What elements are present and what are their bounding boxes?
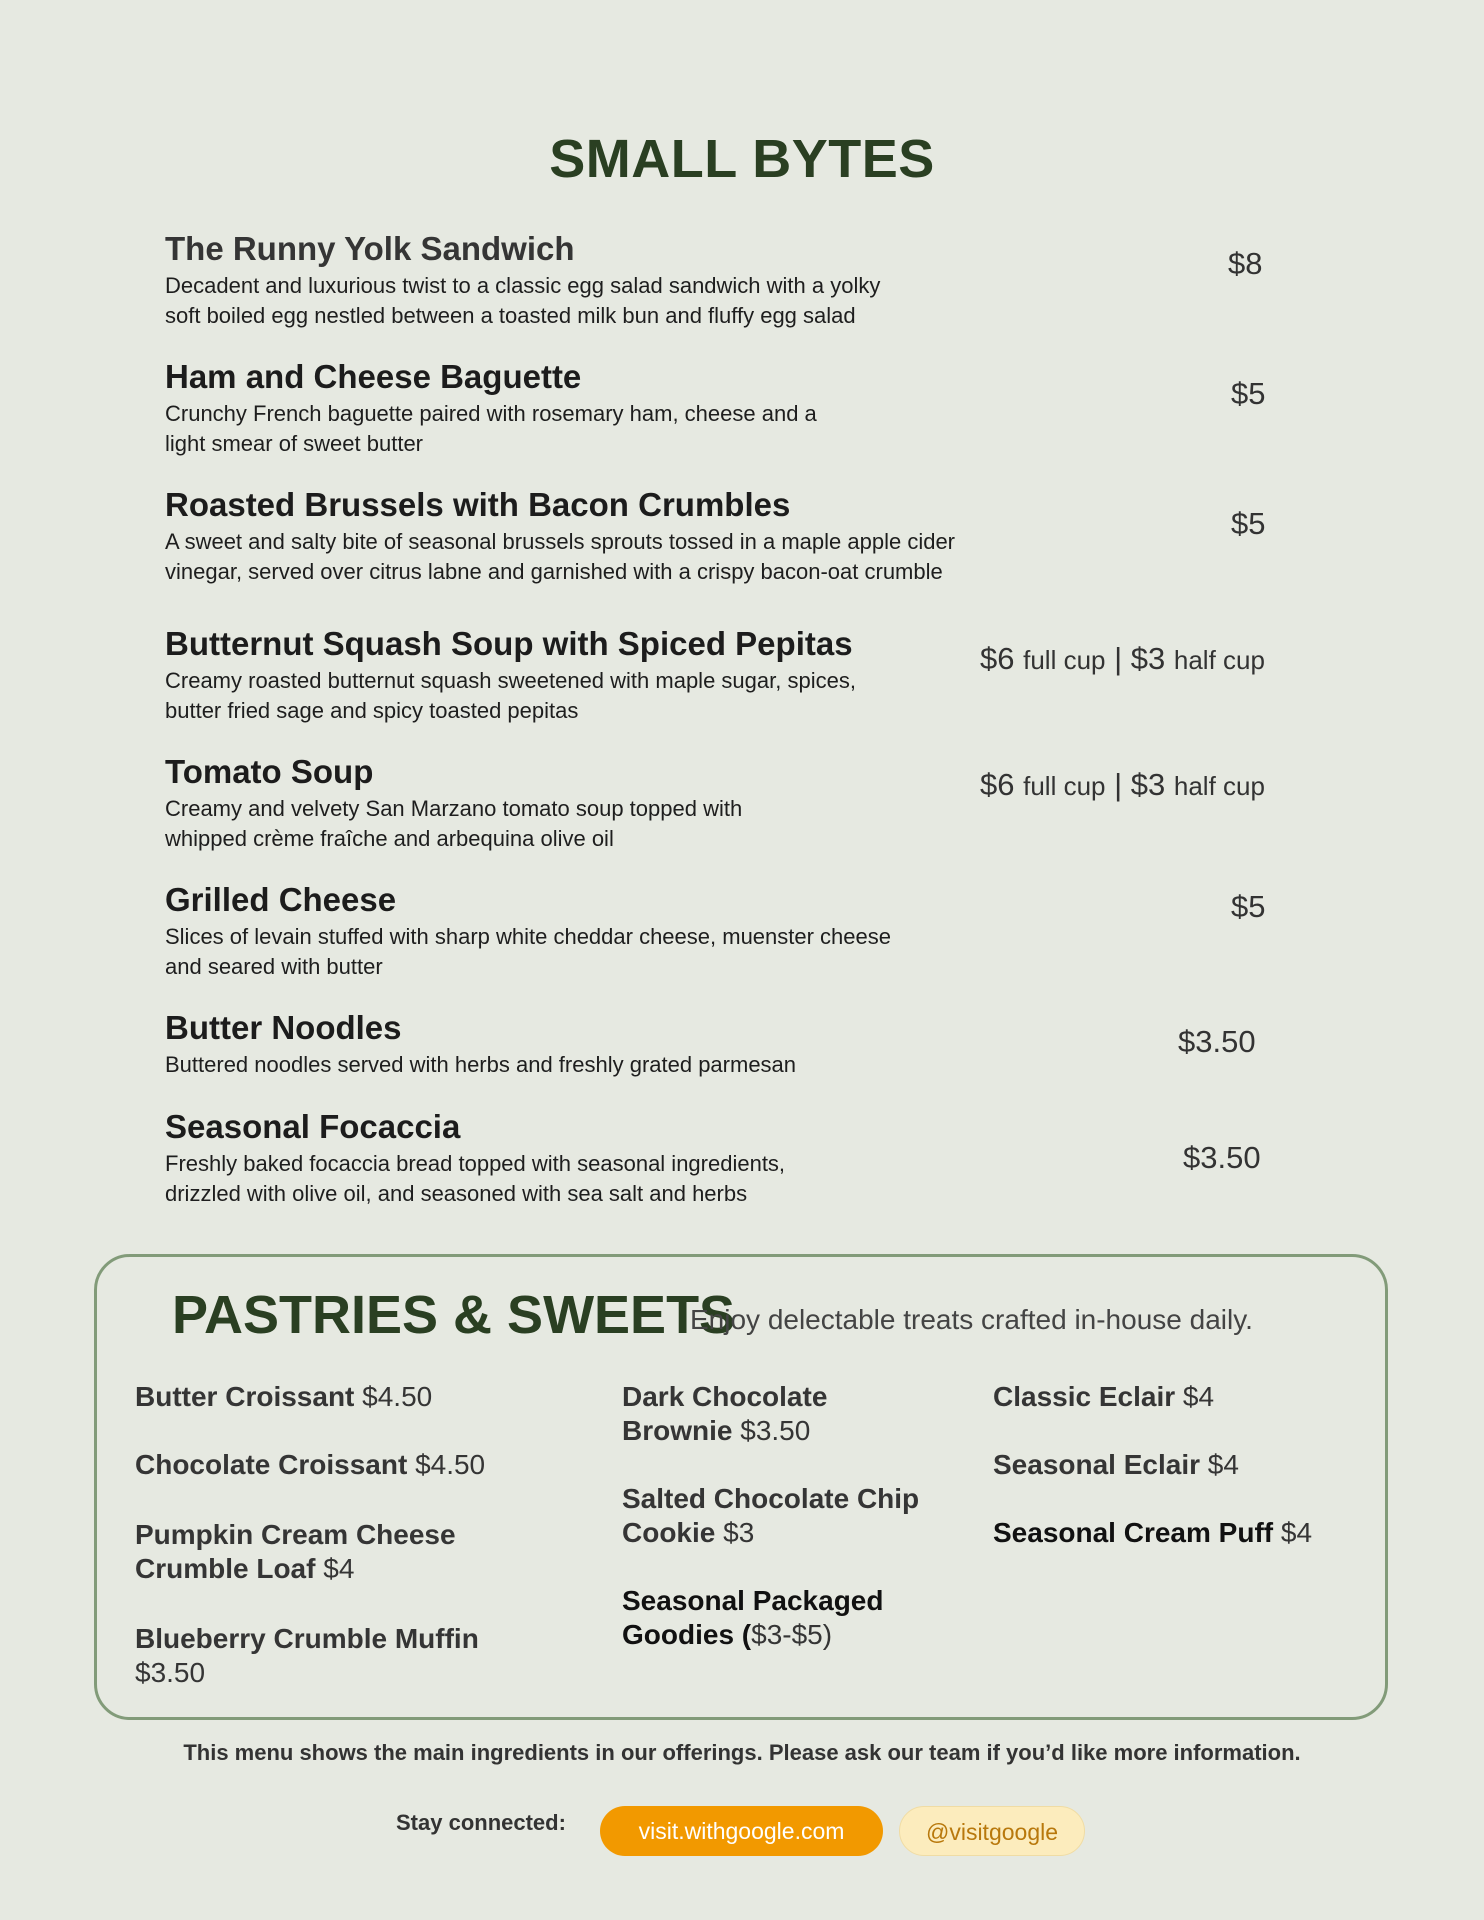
pastry-name: Chocolate Croissant xyxy=(135,1449,408,1480)
pastry-item xyxy=(135,1518,575,1586)
item-name: Tomato Soup xyxy=(165,753,374,790)
pastry-price: $3-$5) xyxy=(751,1619,833,1650)
pastry-name: Seasonal Eclair xyxy=(993,1449,1208,1480)
full-cup-price: $6 xyxy=(980,767,1015,802)
pastry-price: $4 xyxy=(323,1553,355,1584)
half-cup-price: $3 xyxy=(1130,767,1166,802)
pastry-price: $4 xyxy=(1207,1449,1239,1480)
pastry-name: Classic Eclair xyxy=(993,1381,1176,1412)
pastry-price: $3 xyxy=(723,1517,755,1548)
item-price: $3.50 xyxy=(1183,1140,1261,1175)
pastry-name: Dark Chocolate Brownie xyxy=(622,1381,828,1446)
pastry-price: $4.50 xyxy=(415,1449,486,1480)
pastry-price: $4 xyxy=(1280,1517,1313,1548)
item-description: A sweet and salty bite of seasonal brussels sprouts tossed in a maple apple cider vinegar, served over citrus labne and garnished with a crispy bacon-oat crumble xyxy=(165,529,956,584)
pastry-name: Pumpkin Cream Cheese Crumble Loaf xyxy=(135,1519,456,1584)
pastry-name: Seasonal Cream Puff xyxy=(993,1517,1274,1548)
half-cup-label: half cup xyxy=(1173,645,1265,675)
item-description: Creamy and velvety San Marzano tomato soup topped with whipped crème fraîche and arbequina olive oil xyxy=(165,796,743,851)
pastry-item xyxy=(135,1380,575,1414)
pastry-item xyxy=(135,1448,575,1482)
item-description: Crunchy French baguette paired with rosemary ham, cheese and a light smear of sweet butter xyxy=(165,401,817,456)
menu-item xyxy=(165,880,1305,982)
full-cup-label: full cup xyxy=(1023,771,1106,801)
item-name: Grilled Cheese xyxy=(165,881,397,918)
pastry-name: Blueberry Crumble Muffin xyxy=(135,1623,479,1654)
item-name: Seasonal Focaccia xyxy=(165,1108,461,1145)
item-price: $3.50 xyxy=(1178,1024,1256,1059)
full-cup-label: full cup xyxy=(1023,645,1106,675)
pastry-item xyxy=(993,1516,1353,1550)
pastry-item xyxy=(993,1448,1353,1482)
pastry-item xyxy=(135,1622,575,1690)
menu-item xyxy=(165,357,1305,459)
item-name: Butternut Squash Soup with Spiced Pepitas xyxy=(165,625,853,662)
item-description: Decadent and luxurious twist to a classic egg salad sandwich with a yolky soft boiled egg nestled between a toasted milk bun and fluffy egg salad xyxy=(165,273,881,328)
pastry-name: Salted Chocolate Chip Cookie xyxy=(622,1483,920,1548)
item-description: Buttered noodles served with herbs and freshly grated parmesan xyxy=(165,1052,797,1077)
pastry-item xyxy=(622,1584,962,1652)
pastry-item xyxy=(622,1482,962,1550)
item-price-group: $6 full cup | $3 half cup xyxy=(980,767,1265,802)
pastries-column-2 xyxy=(622,1380,962,1686)
pastry-price: $4 xyxy=(1182,1381,1215,1412)
section-title: SMALL BYTES xyxy=(549,129,935,189)
item-price: $5 xyxy=(1231,376,1266,411)
pastries-column-1 xyxy=(135,1380,575,1724)
pastry-name: Seasonal Packaged Goodies ( xyxy=(622,1585,884,1650)
pastry-name: Butter Croissant xyxy=(135,1381,355,1412)
item-price: $5 xyxy=(1231,506,1266,541)
menu-item xyxy=(165,1008,1305,1080)
item-name: Butter Noodles xyxy=(165,1009,402,1046)
item-description: Slices of levain stuffed with sharp white cheddar cheese, muenster cheese and seared with butter xyxy=(165,924,891,979)
social-handle-link[interactable]: @visitgoogle xyxy=(899,1806,1085,1856)
pastry-price: $3.50 xyxy=(135,1657,206,1688)
stay-connected-label: Stay connected: xyxy=(396,1810,566,1835)
item-price: $8 xyxy=(1228,246,1263,281)
half-cup-label: half cup xyxy=(1173,771,1265,801)
item-name: Ham and Cheese Baguette xyxy=(165,358,582,395)
item-price: $5 xyxy=(1231,889,1266,924)
half-cup-price: $3 xyxy=(1130,641,1166,676)
item-name: Roasted Brussels with Bacon Crumbles xyxy=(165,486,791,523)
pastry-price: $4.50 xyxy=(362,1381,433,1412)
full-cup-price: $6 xyxy=(980,641,1015,676)
menu-item xyxy=(165,1107,1305,1209)
ingredients-note: This menu shows the main ingredients in our offerings. Please ask our team if you’d like more information. xyxy=(183,1740,1301,1765)
pastry-price: $3.50 xyxy=(740,1415,811,1446)
pastries-column-3 xyxy=(993,1380,1353,1584)
item-price-group: $6 full cup | $3 half cup xyxy=(980,641,1265,676)
pastry-item xyxy=(622,1380,962,1448)
website-link[interactable]: visit.withgoogle.com xyxy=(600,1806,883,1856)
pastries-subtitle: Enjoy delectable treats crafted in-house daily. xyxy=(690,1304,1253,1335)
menu-item xyxy=(165,229,1305,331)
pastry-item xyxy=(993,1380,1353,1414)
menu-item xyxy=(165,485,1305,587)
item-description: Creamy roasted butternut squash sweetened with maple sugar, spices, butter fried sage and spicy toasted pepitas xyxy=(165,668,856,723)
item-description: Freshly baked focaccia bread topped with seasonal ingredients, drizzled with olive oil, and seasoned with sea salt and herbs xyxy=(165,1151,786,1206)
item-name: The Runny Yolk Sandwich xyxy=(165,230,575,267)
pastries-title: PASTRIES & SWEETS xyxy=(172,1285,736,1345)
